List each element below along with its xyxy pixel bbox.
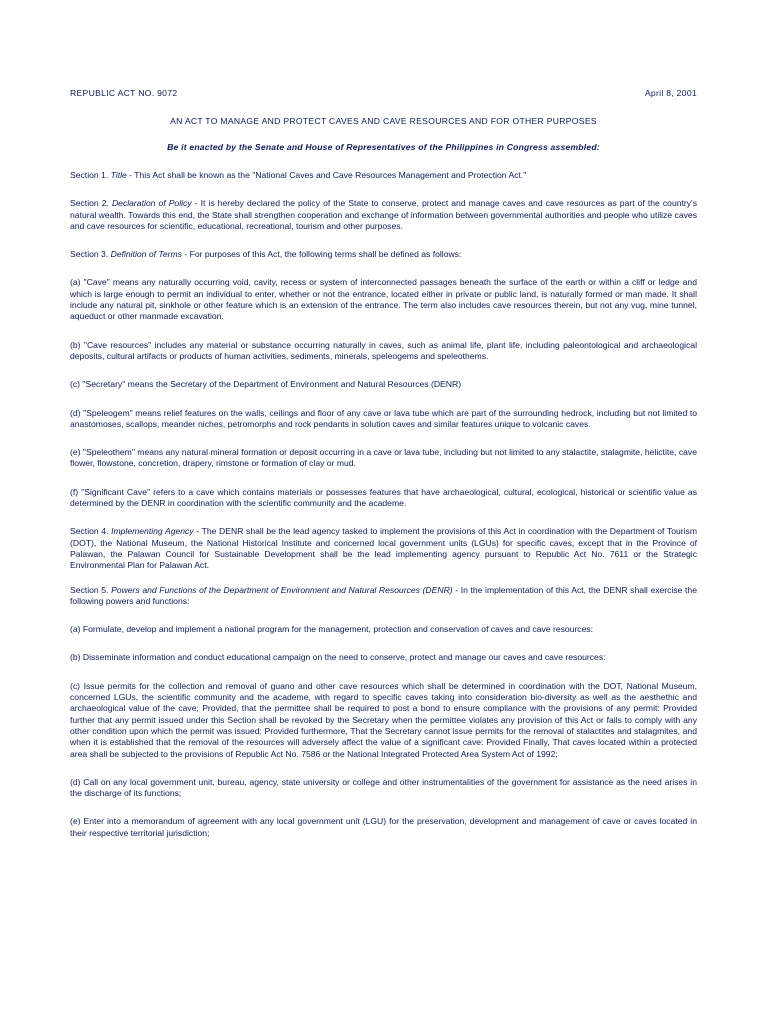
section-text: - In the implementation of this Act, the DENR shall exercise the following powers and functions: xyxy=(70,584,697,606)
definition-speleothem: (e) "Speleothem" means any natural mineral formation or deposit occurring in a cave or lava tube, including but not limited to any stalactite, stalagmite, helictite, cave flower, flowstone, concretion, drapery, rimstone or formation of clay or mud. xyxy=(70,447,697,469)
document-header xyxy=(70,88,697,99)
section-label: Section 5. xyxy=(70,584,112,595)
act-title: AN ACT TO MANAGE AND PROTECT CAVES AND CAVE RESOURCES AND FOR OTHER PURPOSES xyxy=(170,116,597,126)
power-b: (b) Disseminate information and conduct educational campaign on the need to conserve, protect and manage our caves and cave resources: xyxy=(70,652,606,663)
section-1 xyxy=(70,170,697,181)
section-name: Title xyxy=(110,170,127,180)
section-name: Implementing Agency xyxy=(111,526,194,537)
definition-secretary: (c) "Secretary" means the Secretary of the Department of Environment and Natural Resources (DENR) xyxy=(70,379,462,390)
definition-speleogem: (d) "Speleogem" means relief features on the walls, ceilings and floor of any cave or lava tube which are part of the surrounding hedrock, including but not limited to anastomoses, scallops, meander niches, petromorphs and rock pendants in solution caves and similar features unique to volcanic caves. xyxy=(70,407,697,429)
section-5 xyxy=(70,585,697,608)
section-3 xyxy=(70,249,697,260)
section-text: - The DENR shall be the lead agency tasked to implement the provisions of this Act in coordination with the Department of Tourism (DOT), the National Museum, the National Historical Institute and concerned local government units (LGUs) for specific caves, except that in the Province of Palawan, the Palawan Council for Sustainable Development shall be the lead implementing agency pursuant to Republic Act No. 7611 or the Strategic Environmental Plan for Palawan Act. xyxy=(70,526,697,571)
power-e: (e) Enter into a memorandum of agreement with any local government unit (LGU) for the preservation, development and management of cave or caves located in their respective territorial jurisdiction; xyxy=(70,816,697,838)
section-label: Section 1. xyxy=(70,170,111,180)
section-name: Powers and Functions of the Department of Environment and Natural Resources (DENR) xyxy=(111,584,453,595)
act-number: REPUBLIC ACT NO. 9072 xyxy=(70,88,178,98)
power-c: (c) Issue permits for the collection and removal of guano and other cave resources which shall be determined in coordination with the DOT, National Museum, concerned LGUs, the scientific community and the academe, with regard to specific caves taking into consideration bio-diversity as well as the aesthethic and archaeological value of the cave; Provided, that the permittee shall be required to post a bond to ensure compliance with the provisions of any permit: Provided further that any permit issued under this Section shall be revoked by the Secretary when the permittee violates any provision of this Act or fails to comply with any other condition upon which the permit was issued: Provided furthermore, That the Secretary cannot issue permits for the removal of stalactites and stalagmites, and when it is established that the removal of the resources will adversely affect the value of a significant cave: Provided Finally, That caves located within a protected area shall be subjected to the provisions of Republic Act No. 7586 or the National Integrated Protected Area System Act of 1992; xyxy=(70,680,697,759)
section-name: Definition of Terms xyxy=(110,249,182,260)
section-text: - For purposes of this Act, the following terms shall be defined as follows: xyxy=(181,249,462,260)
section-name: Declaration of Policy xyxy=(111,198,192,209)
section-text: - This Act shall be known as the "National Caves and Cave Resources Management and Protection Act." xyxy=(126,170,527,180)
section-2 xyxy=(70,198,697,232)
act-date: April 8, 2001 xyxy=(644,88,697,98)
enacting-clause: Be it enacted by the Senate and House of Representatives of the Philippines in Congress assembled: xyxy=(167,142,600,152)
power-d: (d) Call on any local government unit, bureau, agency, state university or college and other instrumentalities of the government for assistance as the need arises in the discharge of its functions; xyxy=(70,776,697,799)
section-label: Section 2. xyxy=(70,198,112,209)
section-text: - It is hereby declared the policy of the State to conserve, protect and manage caves and cave resources as part of the country's natural wealth. Towards this end, the State shall strengthen cooperation and exchange of information between governmental authorities and people who utilize caves and cave resources for scientific, educational, recreational, tourism and other purposes. xyxy=(70,198,697,231)
definition-cave-resources: (b) "Cave resources" includes any material or substance occurring naturally in caves, such as animal life, plant life, including paleontological and archaeological deposits, cultural artifacts or products of human activities, sediments, minerals, speleogems and speleothems. xyxy=(70,339,697,361)
section-label: Section 4. xyxy=(70,526,112,537)
section-4 xyxy=(70,526,697,571)
definition-significant-cave: (f) "Significant Cave" refers to a cave which contains materials or possesses features that have archaeological, cultural, ecological, historical or scientific value as determined by the DENR in coordination with the scientific community and the academe. xyxy=(70,486,697,509)
section-label: Section 3. xyxy=(70,249,111,260)
document-body xyxy=(70,170,697,856)
definition-cave: (a) "Cave" means any naturally occurring void, cavity, recess or system of interconnected passages beneath the surface of the earth or within a cliff or ledge and which is large enough to permit an individual to enter, whether or not the entrance, located either in private or public land, is naturally formed or man made. It shall include any natural pit, sinkhole or other feature which is an extension of the entrance. The term also includes cave resources therein, but not any vug, mine tunnel, aqueduct or other manmade excavation. xyxy=(70,277,697,322)
power-a: (a) Formulate, develop and implement a national program for the management, protection and conservation of caves and cave resources: xyxy=(70,624,594,635)
